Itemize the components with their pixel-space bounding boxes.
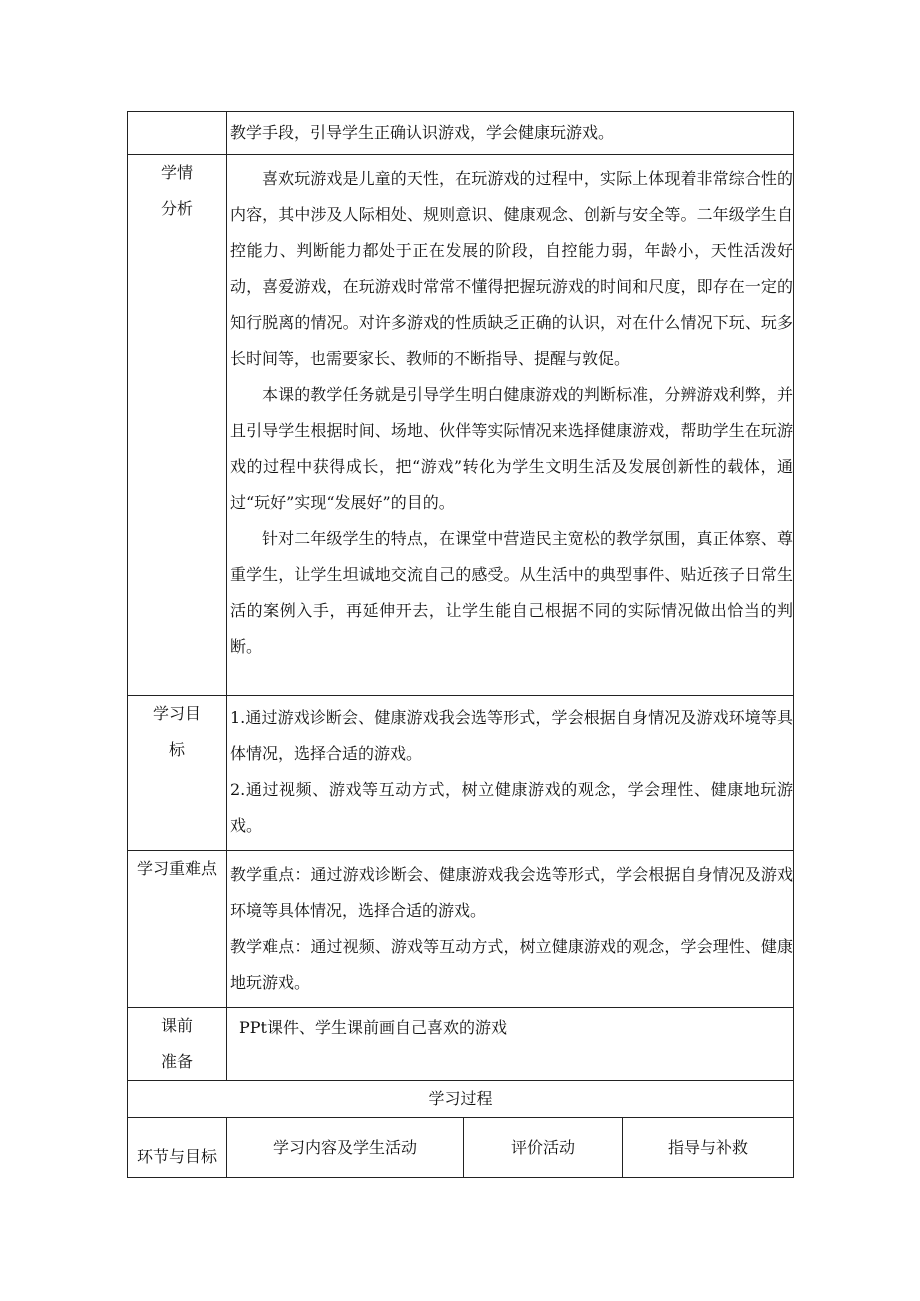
- key-point: 教学重点：通过游戏诊断会、健康游戏我会选等形式，学会根据自身情况及游戏环境等具体情况，选择合适的游戏。: [230, 865, 794, 920]
- prep-text: PPt课件、学生课前画自己喜欢的游戏: [239, 1018, 507, 1037]
- difficult-point: 教学难点：通过视频、游戏等互动方式，树立健康游戏的观念，学会理性、健康地玩游戏。: [230, 937, 794, 992]
- key-points-content: [227, 851, 794, 1008]
- table-row: [128, 1008, 794, 1081]
- empty-label-cell: [128, 112, 227, 155]
- goal-1: 1.通过游戏诊断会、健康游戏我会选等形式，学会根据自身情况及游戏环境等具体情况，选择合适的游戏。: [230, 708, 794, 763]
- lesson-plan-table: [127, 111, 794, 1178]
- analysis-content: [227, 155, 794, 696]
- prep-label-line2: 准备: [160, 1052, 193, 1071]
- goals-label-line1: 学习目: [152, 704, 201, 723]
- table-header-row: [128, 1118, 794, 1178]
- analysis-paragraph-1: 喜欢玩游戏是儿童的天性，在玩游戏的过程中，实际上体现着非常综合性的内容，其中涉及人际相处、规则意识、健康观念、创新与安全等。二年级学生自控能力、判断能力都处于正在发展的阶段，自控能力弱，年龄小，天性活泼好动，喜爱游戏，在玩游戏时常常不懂得把握玩游戏的时间和尺度，即存在一定的知行脱离的情况。对许多游戏的性质缺乏正确的认识，对在什么情况下玩、玩多长时间等，也需要家长、教师的不断指导、提醒与敦促。: [230, 169, 794, 368]
- goals-content: [227, 696, 794, 851]
- prep-label-line1: 课前: [160, 1016, 193, 1035]
- analysis-paragraph-3: 针对二年级学生的特点，在课堂中营造民主宽松的教学氛围，真正体察、尊重学生，让学生坦诚地交流自己的感受。从生活中的典型事件、贴近孩子日常生活的案例入手，再延伸开去，让学生能自己根据不同的实际情况做出恰当的判断。: [230, 529, 794, 656]
- goals-label: [128, 696, 227, 851]
- header-guidance: 指导与补救: [623, 1118, 794, 1178]
- table-row: [128, 112, 794, 155]
- key-points-label-text: 学习重难点: [136, 859, 217, 878]
- prep-content: [227, 1008, 794, 1081]
- first-row-content: [227, 112, 794, 155]
- header-content-activity: 学习内容及学生活动: [227, 1118, 464, 1178]
- analysis-label: [128, 155, 227, 696]
- key-points-label: [128, 851, 227, 1008]
- table-row: [128, 1081, 794, 1118]
- header-evaluation: 评价活动: [464, 1118, 623, 1178]
- analysis-label-line2: 分析: [160, 199, 193, 218]
- analysis-paragraph-2: 本课的教学任务就是引导学生明白健康游戏的判断标准，分辨游戏利弊，并且引导学生根据时间、场地、伙伴等实际情况来选择健康游戏，帮助学生在玩游戏的过程中获得成长，把“游戏”转化为学生文明生活及发展创新性的载体，通过“玩好”实现“发展好”的目的。: [230, 385, 794, 512]
- goal-2: 2.通过视频、游戏等互动方式，树立健康游戏的观念，学会理性、健康地玩游戏。: [230, 780, 794, 835]
- first-row-text: 教学手段，引导学生正确认识游戏，学会健康玩游戏。: [230, 123, 615, 142]
- table-row: [128, 155, 794, 696]
- prep-label: [128, 1008, 227, 1081]
- process-title: 学习过程: [128, 1081, 794, 1118]
- table-row: [128, 851, 794, 1008]
- analysis-label-line1: 学情: [160, 163, 193, 182]
- table-row: [128, 696, 794, 851]
- goals-label-line2: 标: [168, 740, 185, 759]
- header-stage-goal: 环节与目标: [128, 1118, 227, 1178]
